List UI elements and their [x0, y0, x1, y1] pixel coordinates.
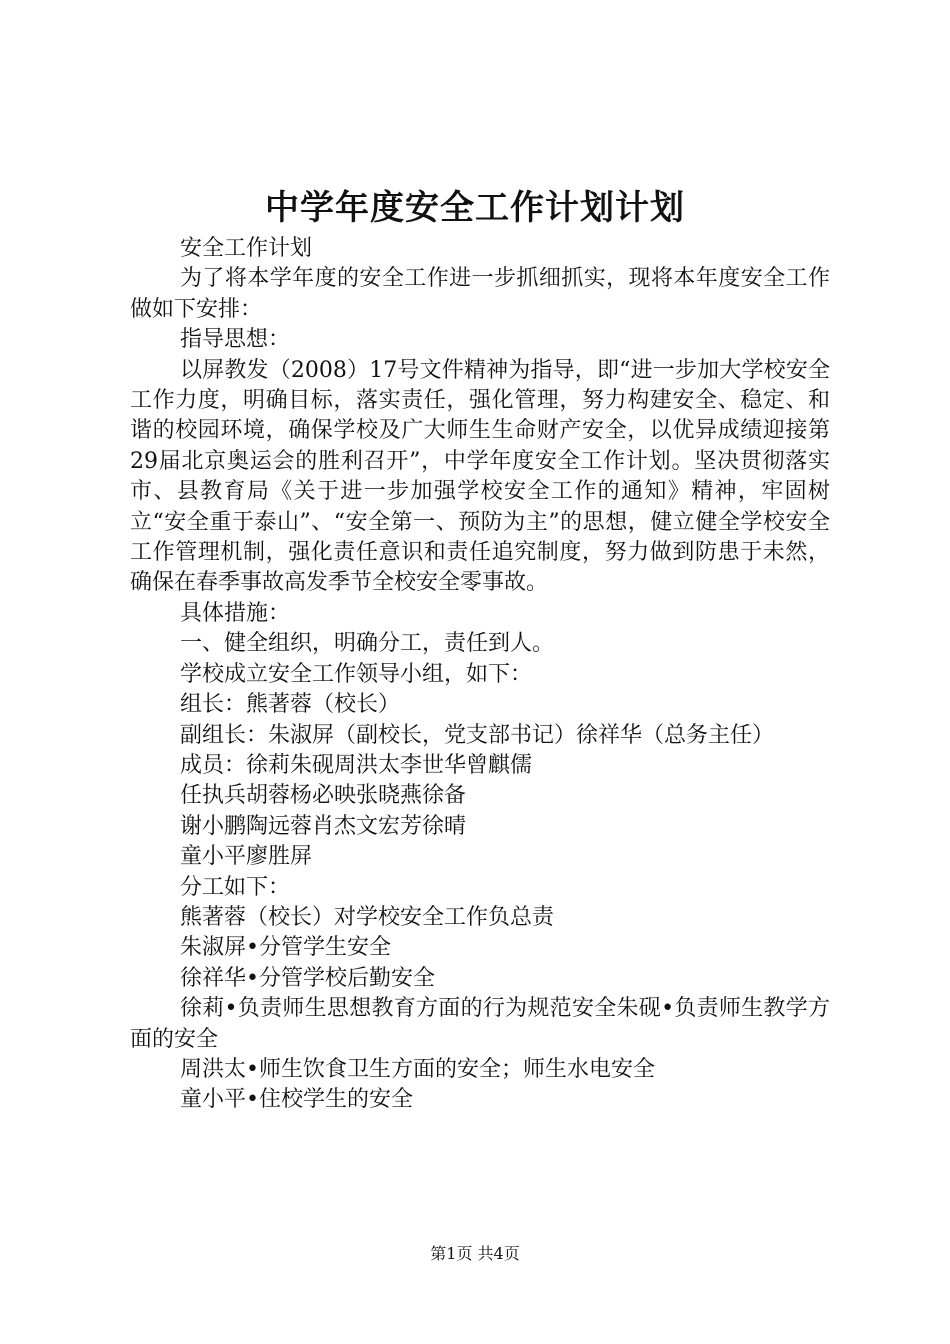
paragraph-guiding-text: 以屏教发（2008）17号文件精神为指导，即“进一步加大学校安全工作力度，明确目标，落实责任，强化管理，努力构建安全、稳定、和谐的校园环境，确保学校及广大师生生命财产安全，以优异成绩迎接第29届北京奥运会的胜利召开”，中学年度安全工作计划。坚决贯彻落实市、县教育局《关于进一步加强学校安全工作的通知》精神，牢固树立“安全重于泰山”、“安全第一、预防为主”的思想，健立健全学校安全工作管理机制，强化责任意识和责任追究制度，努力做到防患于未然，确保在春季事故高发季节全校安全零事故。	[130, 357, 830, 596]
paragraph-group-leader: 组长：熊著蓉（校长）	[180, 692, 401, 718]
paragraph-heading-plan: 安全工作计划	[180, 236, 313, 261]
paragraph-measures-heading: 具体措施：	[180, 600, 291, 626]
paragraph-duty-6: 童小平•住校学生的安全	[180, 1087, 413, 1113]
document-title: 中学年度安全工作计划计划	[265, 188, 685, 228]
paragraph-members-3: 谢小鹏陶远蓉肖杰文宏芳徐晴	[180, 813, 467, 839]
paragraph-duty-3: 徐祥华•分管学校后勤安全	[180, 965, 435, 991]
paragraph-measure-1: 一、健全组织，明确分工，责任到人。	[180, 631, 555, 657]
paragraph-duty-5: 周洪太•师生饮食卫生方面的安全；师生水电安全	[180, 1056, 655, 1082]
paragraph-duty-4: 徐莉•负责师生思想教育方面的行为规范安全朱砚•负责师生教学方面的安全	[130, 996, 830, 1052]
paragraph-duty-1: 熊著蓉（校长）对学校安全工作负总责	[180, 904, 555, 930]
paragraph-leadership-group: 学校成立安全工作领导小组，如下：	[180, 661, 533, 687]
paragraph-members-2: 任执兵胡蓉杨必映张晓燕徐备	[180, 783, 467, 809]
paragraph-deputy-leaders: 副组长：朱淑屏（副校长，党支部书记）徐祥华（总务主任）	[180, 722, 775, 748]
paragraph-division-heading: 分工如下：	[180, 874, 291, 900]
paragraph-members-4: 童小平廖胜屏	[180, 844, 313, 870]
paragraph-members-1: 成员：徐莉朱砚周洪太李世华曾麒儒	[180, 752, 533, 778]
paragraph-guiding-heading: 指导思想：	[180, 327, 291, 353]
paragraph-intro: 为了将本学年度的安全工作进一步抓细抓实，现将本年度安全工作做如下安排：	[130, 266, 830, 322]
paragraph-duty-2: 朱淑屏•分管学生安全	[180, 935, 391, 961]
document-body	[130, 234, 830, 1116]
page-number-footer: 第1页 共4页	[430, 1244, 520, 1263]
